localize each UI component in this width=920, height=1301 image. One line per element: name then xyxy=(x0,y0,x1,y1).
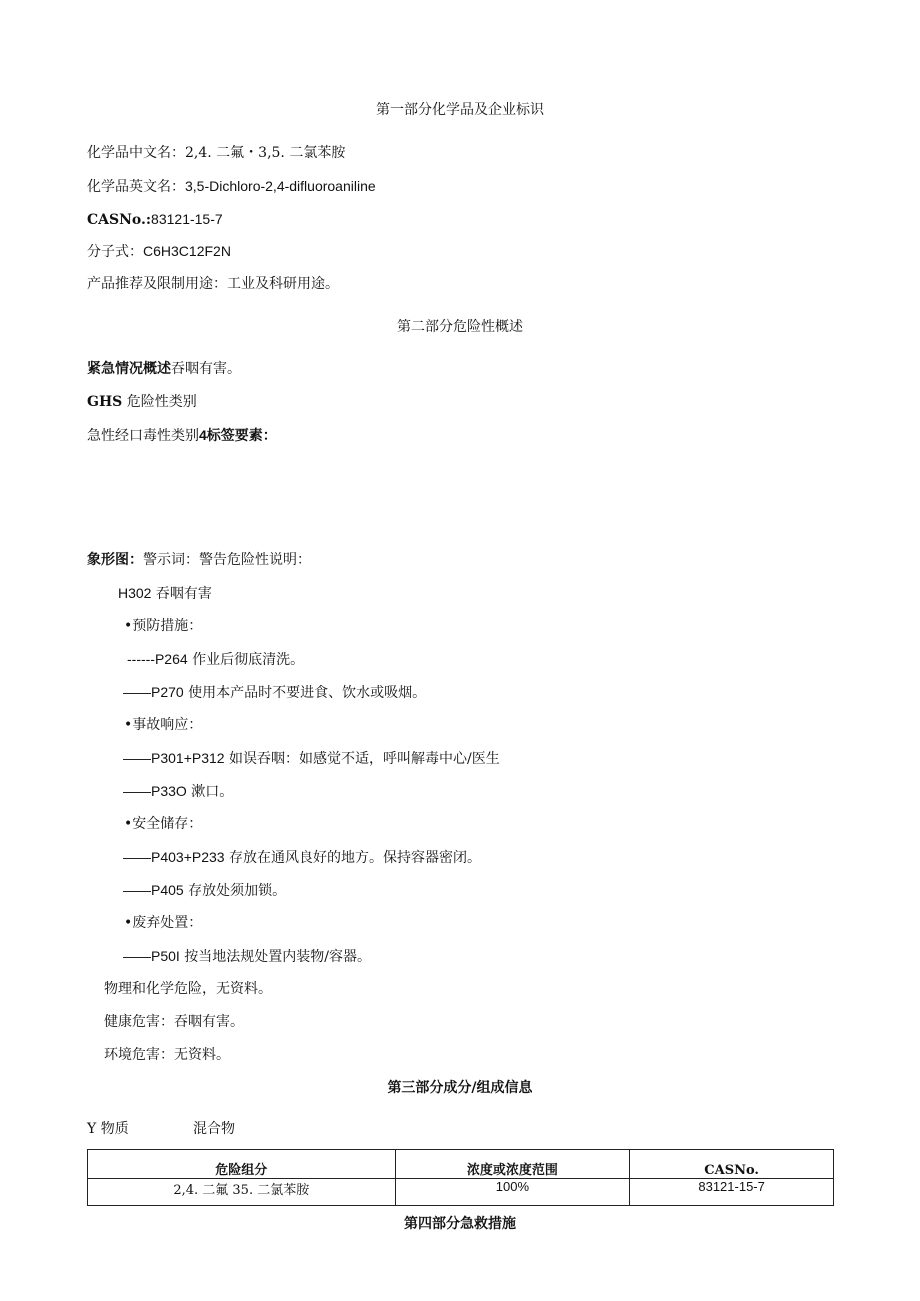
cas-value: 83121-15-7 xyxy=(151,211,223,227)
p264-code: ------P264 xyxy=(127,651,188,667)
h302-row xyxy=(118,584,212,603)
prevention-heading: •预防措施： xyxy=(124,618,203,634)
p405-code: ——P405 xyxy=(123,882,184,898)
cell-cas: 83121-15-7 xyxy=(630,1179,834,1206)
emergency-row xyxy=(87,360,241,378)
ghs-text: 危险性类别 xyxy=(126,394,197,410)
p405-row xyxy=(123,881,286,900)
acute-num: 4 xyxy=(199,427,207,443)
p405-text: 存放处须加锁。 xyxy=(188,883,287,899)
h302-text: 吞咽有害 xyxy=(155,586,212,602)
mixture-label: 混合物 xyxy=(193,1121,235,1137)
acute-row xyxy=(87,426,277,445)
acute-text: 急性经口毒性类别 xyxy=(87,428,199,444)
p301-code: ——P301+P312 xyxy=(123,750,225,766)
p270-text: 使用本产品时不要进食、饮水或吸烟。 xyxy=(188,685,427,701)
p270-code: ——P270 xyxy=(123,684,184,700)
cas-label: CASNo.: xyxy=(87,212,152,228)
english-name-value: 3,5-Dichloro-2,4-difluoroaniline xyxy=(185,178,376,194)
chinese-name-label: 化学品中文名： xyxy=(87,145,185,161)
ghs-row xyxy=(87,393,197,411)
formula-value: C6H3C12F2N xyxy=(143,243,231,259)
p501-text: 按当地法规处置内装物/容器。 xyxy=(184,949,371,965)
section4-title: 第四部分急救措施 xyxy=(404,1216,516,1232)
cell-component: 2,4. 二氟 35. 二氯苯胺 xyxy=(88,1179,396,1206)
formula-label: 分子式： xyxy=(87,244,143,260)
table-header-row xyxy=(88,1150,834,1179)
composition-table xyxy=(87,1149,834,1206)
p301-text: 如误吞咽：如感觉不适，呼叫解毒中心/医生 xyxy=(229,751,500,767)
header-component: 危险组分 xyxy=(88,1150,396,1179)
signal-text: 警示词：警告危险性说明： xyxy=(143,552,311,568)
physical-hazard: 物理和化学危险，无资料。 xyxy=(104,981,272,997)
p403-text: 存放在通风良好的地方。保持容器密闭。 xyxy=(229,850,482,866)
chinese-name-value: 2,4. 二氟・3,5. 二氯苯胺 xyxy=(185,145,346,161)
section3-title: 第三部分成分/组成信息 xyxy=(387,1080,533,1096)
ghs-label: GHS xyxy=(87,394,123,410)
pictogram-label: 象形图： xyxy=(87,552,143,568)
header-concentration: 浓度或浓度范围 xyxy=(395,1150,630,1179)
p270-row xyxy=(123,683,426,702)
pictogram-row xyxy=(87,551,311,569)
p501-row xyxy=(123,947,371,966)
response-heading: •事故响应： xyxy=(124,717,203,733)
p301-row xyxy=(123,749,500,768)
section2-title: 第二部分危险性概述 xyxy=(397,319,523,335)
p330-code: ——P33O xyxy=(123,783,187,799)
p501-code: ——P50I xyxy=(123,948,180,964)
p264-text: 作业后彻底清洗。 xyxy=(192,652,305,668)
usage-row: 产品推荐及限制用途：工业及科研用途。 xyxy=(87,276,339,292)
p330-row xyxy=(123,782,233,801)
label-elements: 标签要素： xyxy=(206,428,277,444)
emergency-text: 吞咽有害。 xyxy=(171,361,241,377)
storage-heading: •安全储存： xyxy=(124,816,203,832)
table-row xyxy=(88,1179,834,1206)
substance-label: Y 物质 xyxy=(87,1121,129,1137)
header-cas: CASNo. xyxy=(630,1150,834,1179)
environment-hazard: 环境危害：无资料。 xyxy=(104,1047,230,1063)
health-hazard: 健康危害：吞咽有害。 xyxy=(104,1014,244,1030)
p403-row xyxy=(123,848,481,867)
section1-title: 第一部分化学品及企业标识 xyxy=(376,102,544,118)
cas-row xyxy=(87,210,223,229)
p264-row xyxy=(127,650,304,669)
disposal-heading: •废弃处置： xyxy=(124,915,203,931)
cell-concentration: 100% xyxy=(395,1179,630,1206)
chinese-name-row xyxy=(87,144,345,162)
english-name-label: 化学品英文名： xyxy=(87,179,185,195)
emergency-label: 紧急情况概述 xyxy=(87,361,171,377)
p403-code: ——P403+P233 xyxy=(123,849,225,865)
formula-row xyxy=(87,242,231,261)
h302-code: H302 xyxy=(118,585,152,601)
english-name-row xyxy=(87,177,376,196)
p330-text: 漱口。 xyxy=(191,784,234,800)
